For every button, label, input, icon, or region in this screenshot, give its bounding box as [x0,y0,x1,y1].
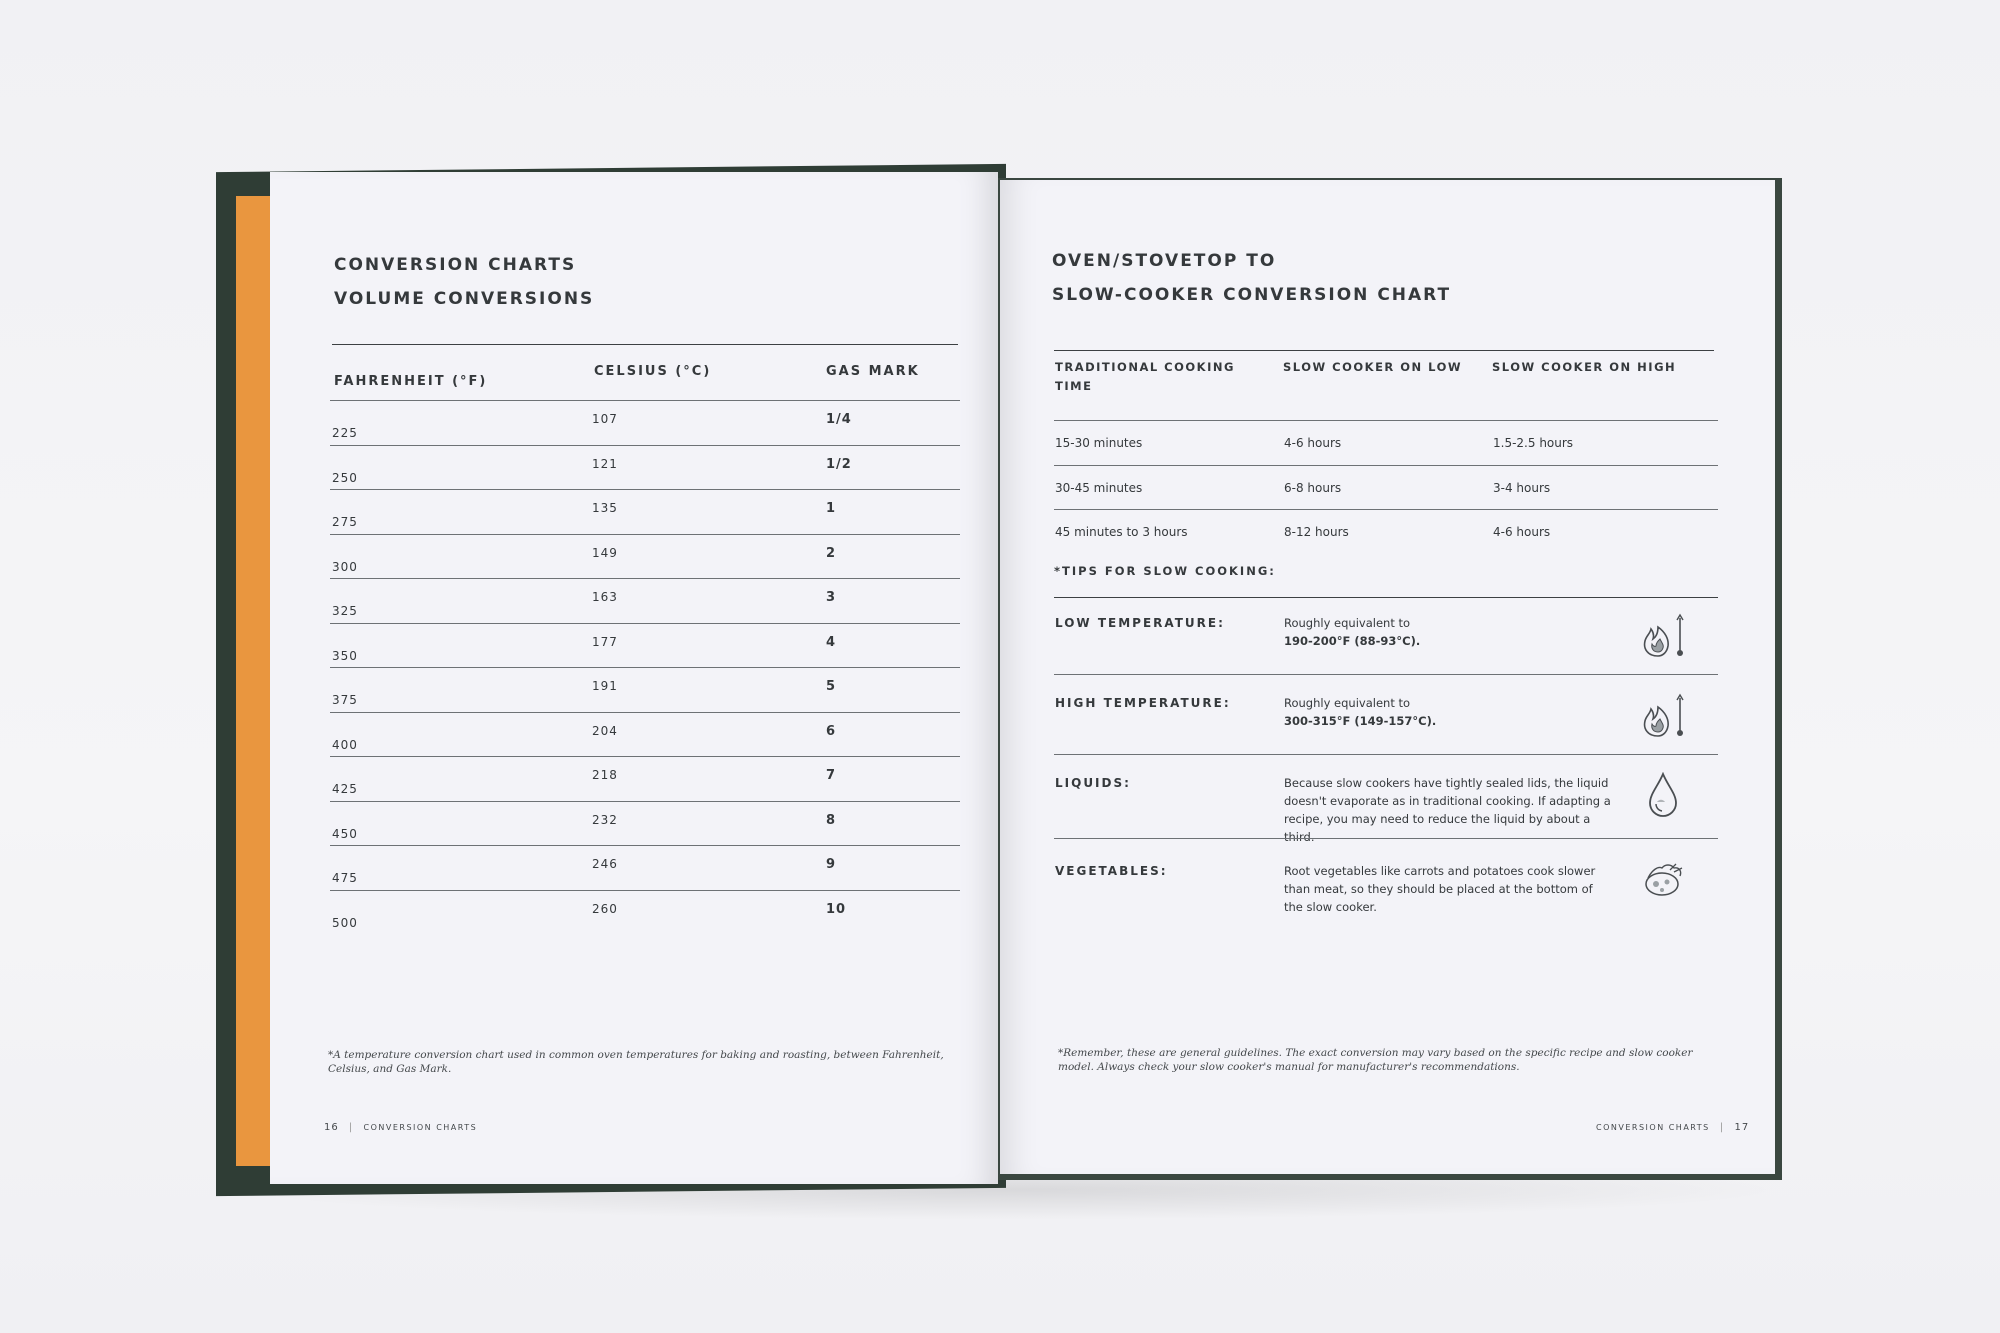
celsius-cell: 121 [592,456,618,471]
traditional-time-cell: 30-45 minutes [1055,480,1143,495]
header-gas-mark: GAS MARK [826,364,920,379]
tip-text [1284,614,1614,650]
tip-divider [1054,838,1718,839]
celsius-cell: 204 [592,723,618,738]
right-page-footer: CONVERSION CHARTS | 17 [1596,1122,1750,1133]
gas-mark-cell: 1/2 [826,456,852,472]
gas-mark-cell: 10 [826,901,847,917]
header-slow-high: SLOW COOKER ON HIGH [1492,360,1677,374]
fahrenheit-cell: 325 [332,604,358,618]
fahrenheit-cell: 225 [332,426,358,440]
fahrenheit-cell: 450 [332,826,358,841]
right-footnote: *Remember, these are general guidelines. The exact conversion may vary based on the specific recipe and slow cooker model. Always check your slow cooker's manual for manufacturer's recommendations. [1058,1047,1693,1073]
row-divider [330,890,960,891]
flame-thermometer-icon [1640,692,1688,742]
slow-low-cell: 6-8 hours [1284,480,1342,495]
tip-text [1284,694,1614,730]
tip-divider [1054,674,1718,675]
fahrenheit-cell: 500 [332,915,358,930]
tip-label: VEGETABLES: [1055,864,1168,878]
tips-top-rule [1054,597,1718,598]
slow-low-cell: 4-6 hours [1284,436,1342,450]
page-number-17: 17 [1734,1122,1750,1133]
row-divider [330,756,960,757]
celsius-cell: 260 [592,901,618,916]
vegetables-icon [1640,860,1686,904]
gas-mark-cell: 3 [826,590,837,605]
fahrenheit-cell: 300 [332,559,358,574]
tip-text [1284,774,1614,846]
fahrenheit-cell: 400 [332,737,358,752]
tip-description: Root vegetables like carrots and potatoes cook slower than meat, so they should be placed at the bottom of the slow cooker. [1284,864,1596,914]
celsius-cell: 107 [592,412,618,426]
row-divider [330,400,960,401]
row-divider [1054,420,1718,421]
left-page-title [334,248,594,316]
fahrenheit-cell: 425 [332,782,358,796]
running-head-right: CONVERSION CHARTS [1596,1123,1710,1132]
table-top-rule [332,344,958,345]
fahrenheit-cell: 350 [332,648,358,663]
gas-mark-cell: 2 [826,545,837,561]
left-page-footer: 16 | CONVERSION CHARTS [324,1122,478,1133]
fahrenheit-cell: 375 [332,693,358,707]
gas-mark-cell: 9 [826,857,837,872]
page-number-16: 16 [324,1122,339,1133]
title-line-1: CONVERSION CHARTS [334,255,577,275]
celsius-cell: 191 [592,679,618,693]
flame-thermometer-icon [1640,612,1688,662]
row-divider [330,578,960,579]
tip-label: LIQUIDS: [1055,776,1131,790]
tip-label: LOW TEMPERATURE: [1055,616,1225,630]
gas-mark-cell: 4 [826,634,837,650]
running-head-left: CONVERSION CHARTS [363,1123,478,1132]
tip-temperature-range: 300-315°F (149-157°C). [1284,714,1437,728]
fahrenheit-cell: 250 [332,470,358,485]
row-divider [330,489,960,490]
tip-description: Roughly equivalent to [1284,696,1411,710]
left-footnote: *A temperature conversion chart used in common oven temperatures for baking and roasting, between Fahrenheit, Celsius, and Gas Mark. [328,1049,944,1075]
traditional-time-cell: 45 minutes to 3 hours [1055,525,1188,539]
slow-table-top-rule [1054,350,1714,351]
title-line-1: OVEN/STOVETOP TO [1052,251,1277,271]
slow-high-cell: 3-4 hours [1493,480,1551,495]
left-page [270,172,998,1184]
water-drop-icon [1646,772,1680,822]
celsius-cell: 149 [592,545,618,560]
gas-mark-cell: 7 [826,768,837,783]
gas-mark-cell: 1/4 [826,412,852,427]
slow-low-cell: 8-12 hours [1284,525,1349,539]
right-page-title [1052,244,1451,312]
header-traditional-time: TRADITIONAL COOKING TIME [1055,360,1235,393]
fahrenheit-cell: 275 [332,515,358,529]
celsius-cell: 135 [592,501,618,515]
row-divider [1054,509,1718,510]
slow-high-cell: 1.5-2.5 hours [1493,436,1574,450]
right-page [1000,180,1775,1174]
row-divider [330,845,960,846]
header-slow-low: SLOW COOKER ON LOW [1283,360,1463,374]
row-divider [330,801,960,802]
row-divider [330,445,960,446]
row-divider [330,712,960,713]
row-divider [330,534,960,535]
gas-mark-cell: 8 [826,812,837,828]
gas-mark-cell: 6 [826,723,837,739]
gas-mark-cell: 5 [826,679,837,694]
traditional-time-cell: 15-30 minutes [1055,436,1143,450]
tip-divider [1054,754,1718,755]
row-divider [1054,465,1718,466]
celsius-cell: 232 [592,812,618,827]
celsius-cell: 177 [592,634,618,649]
celsius-cell: 163 [592,590,618,604]
celsius-cell: 218 [592,768,618,782]
row-divider [330,667,960,668]
tip-text [1284,862,1614,916]
gas-mark-cell: 1 [826,501,837,516]
slow-high-cell: 4-6 hours [1493,525,1551,539]
tips-heading: *TIPS FOR SLOW COOKING: [1054,564,1276,578]
tip-description: Roughly equivalent to [1284,616,1411,630]
celsius-cell: 246 [592,857,618,871]
tip-label: HIGH TEMPERATURE: [1055,696,1231,710]
header-celsius: CELSIUS (°C) [594,364,712,379]
header-fahrenheit: FAHRENHEIT (°F) [334,374,488,389]
tip-description: Because slow cookers have tightly sealed lids, the liquid doesn't evaporate as in traditional cooking. If adapting a recipe, you may need to reduce the liquid by about a third. [1284,776,1611,844]
tip-temperature-range: 190-200°F (88-93°C). [1284,634,1421,648]
title-line-2: SLOW-COOKER CONVERSION CHART [1052,285,1452,305]
fahrenheit-cell: 475 [332,871,358,885]
row-divider [330,623,960,624]
title-line-2: VOLUME CONVERSIONS [334,289,595,309]
